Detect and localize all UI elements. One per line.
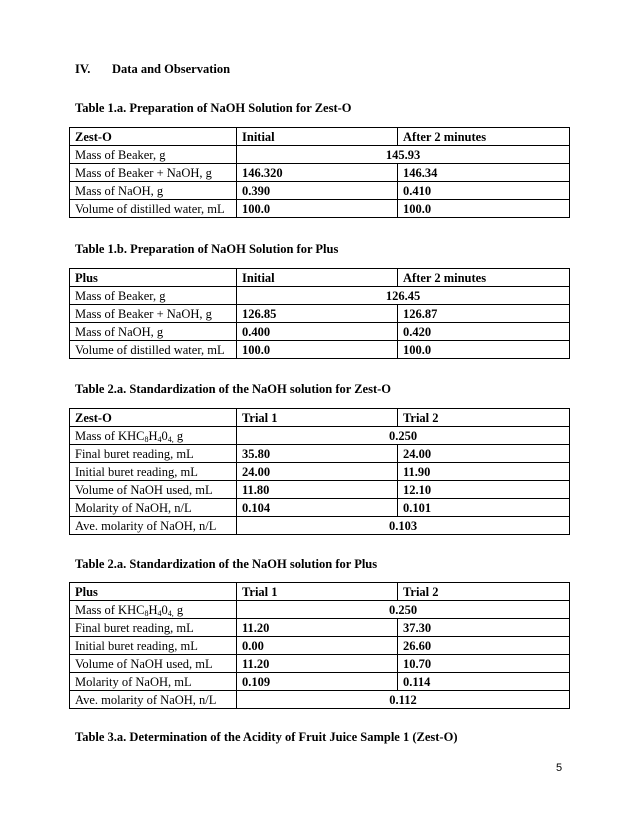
value-cell: 12.10 [398, 481, 570, 499]
row-label: Volume of NaOH used, mL [70, 481, 237, 499]
table-caption: Table 2.a. Standardization of the NaOH solution for Zest-O [75, 382, 391, 396]
table-caption: Table 1.b. Preparation of NaOH Solution for Plus [75, 242, 339, 256]
value-cell: 10.70 [398, 655, 570, 673]
value-cell: 11.20 [237, 619, 398, 637]
table-row [70, 164, 570, 182]
value-cell: 0.00 [237, 637, 398, 655]
value-cell: 0.104 [237, 499, 398, 517]
value-cell: 100.0 [398, 341, 570, 359]
value-cell: 0.420 [398, 323, 570, 341]
table-row [70, 200, 570, 218]
header-cell: After 2 minutes [398, 269, 570, 287]
row-label: Volume of distilled water, mL [70, 341, 237, 359]
table-caption: Table 2.a. Standardization of the NaOH solution for Plus [75, 557, 378, 571]
table-row [70, 427, 570, 445]
value-cell: 24.00 [237, 463, 398, 481]
value-cell: 0.390 [237, 182, 398, 200]
data-table [69, 408, 570, 535]
header-cell: Zest-O [70, 409, 237, 427]
table-row [70, 146, 570, 164]
row-label: Mass of Beaker, g [70, 146, 237, 164]
row-label: Molarity of NaOH, n/L [70, 499, 237, 517]
header-cell: After 2 minutes [398, 128, 570, 146]
header-cell: Trial 1 [237, 583, 398, 601]
value-cell: 11.20 [237, 655, 398, 673]
row-label: Initial buret reading, mL [70, 463, 237, 481]
row-label: Mass of $KHC_8H_40_{4,}$ g [70, 601, 237, 619]
row-label: Mass of Beaker, g [70, 287, 237, 305]
header-cell: Plus [70, 583, 237, 601]
value-cell: 146.34 [398, 164, 570, 182]
table-row [70, 655, 570, 673]
header-cell: Plus [70, 269, 237, 287]
section-number: IV. [75, 62, 91, 76]
value-cell: 0.101 [398, 499, 570, 517]
row-label: Final buret reading, mL [70, 445, 237, 463]
value-cell: 0.109 [237, 673, 398, 691]
row-label: Mass of Beaker + NaOH, g [70, 305, 237, 323]
data-table [69, 268, 570, 359]
table-header-row [70, 269, 570, 287]
header-cell: Initial [237, 269, 398, 287]
table-row [70, 182, 570, 200]
value-cell: 11.80 [237, 481, 398, 499]
value-cell: 126.87 [398, 305, 570, 323]
row-label: Ave. molarity of NaOH, n/L [70, 517, 237, 535]
section-title: Data and Observation [112, 62, 231, 76]
table-row [70, 323, 570, 341]
value-cell: 100.0 [237, 200, 398, 218]
page-number: 5 [556, 762, 563, 774]
table-row [70, 305, 570, 323]
row-label: Mass of NaOH, g [70, 182, 237, 200]
table-header-row [70, 409, 570, 427]
header-cell: Zest-O [70, 128, 237, 146]
table-row [70, 601, 570, 619]
table-caption: Table 3.a. Determination of the Acidity of Fruit Juice Sample 1 (Zest-O) [75, 730, 458, 744]
value-cell: 100.0 [237, 341, 398, 359]
row-label: Final buret reading, mL [70, 619, 237, 637]
table-row [70, 673, 570, 691]
header-cell: Trial 2 [398, 583, 570, 601]
row-label: Mass of NaOH, g [70, 323, 237, 341]
value-cell: 24.00 [398, 445, 570, 463]
row-label: Mass of $KHC_8H_40_{4,}$ g [70, 427, 237, 445]
row-label: Ave. molarity of NaOH, n/L [70, 691, 237, 709]
table-header-row [70, 583, 570, 601]
table-row [70, 341, 570, 359]
table-row [70, 637, 570, 655]
value-cell: 0.410 [398, 182, 570, 200]
table-header-row [70, 128, 570, 146]
merged-value-cell: 145.93 [237, 146, 570, 164]
table-row [70, 499, 570, 517]
data-table [69, 582, 570, 709]
value-cell: 146.320 [237, 164, 398, 182]
value-cell: 26.60 [398, 637, 570, 655]
table-row [70, 445, 570, 463]
table-row [70, 287, 570, 305]
table-row [70, 481, 570, 499]
value-cell: 0.400 [237, 323, 398, 341]
table-row [70, 463, 570, 481]
merged-value-cell: 126.45 [237, 287, 570, 305]
table-row [70, 691, 570, 709]
value-cell: 37.30 [398, 619, 570, 637]
merged-value-cell: 0.112 [237, 691, 570, 709]
row-label: Molarity of NaOH, mL [70, 673, 237, 691]
merged-value-cell: 0.250 [237, 601, 570, 619]
merged-value-cell: 0.250 [237, 427, 570, 445]
table-row [70, 619, 570, 637]
table-caption: Table 1.a. Preparation of NaOH Solution for Zest-O [75, 101, 352, 115]
value-cell: 35.80 [237, 445, 398, 463]
row-label: Volume of NaOH used, mL [70, 655, 237, 673]
header-cell: Trial 1 [237, 409, 398, 427]
header-cell: Initial [237, 128, 398, 146]
value-cell: 126.85 [237, 305, 398, 323]
merged-value-cell: 0.103 [237, 517, 570, 535]
header-cell: Trial 2 [398, 409, 570, 427]
row-label: Volume of distilled water, mL [70, 200, 237, 218]
row-label: Mass of Beaker + NaOH, g [70, 164, 237, 182]
row-label: Initial buret reading, mL [70, 637, 237, 655]
value-cell: 0.114 [398, 673, 570, 691]
section-heading [75, 62, 230, 77]
data-table [69, 127, 570, 218]
value-cell: 100.0 [398, 200, 570, 218]
value-cell: 11.90 [398, 463, 570, 481]
table-row [70, 517, 570, 535]
